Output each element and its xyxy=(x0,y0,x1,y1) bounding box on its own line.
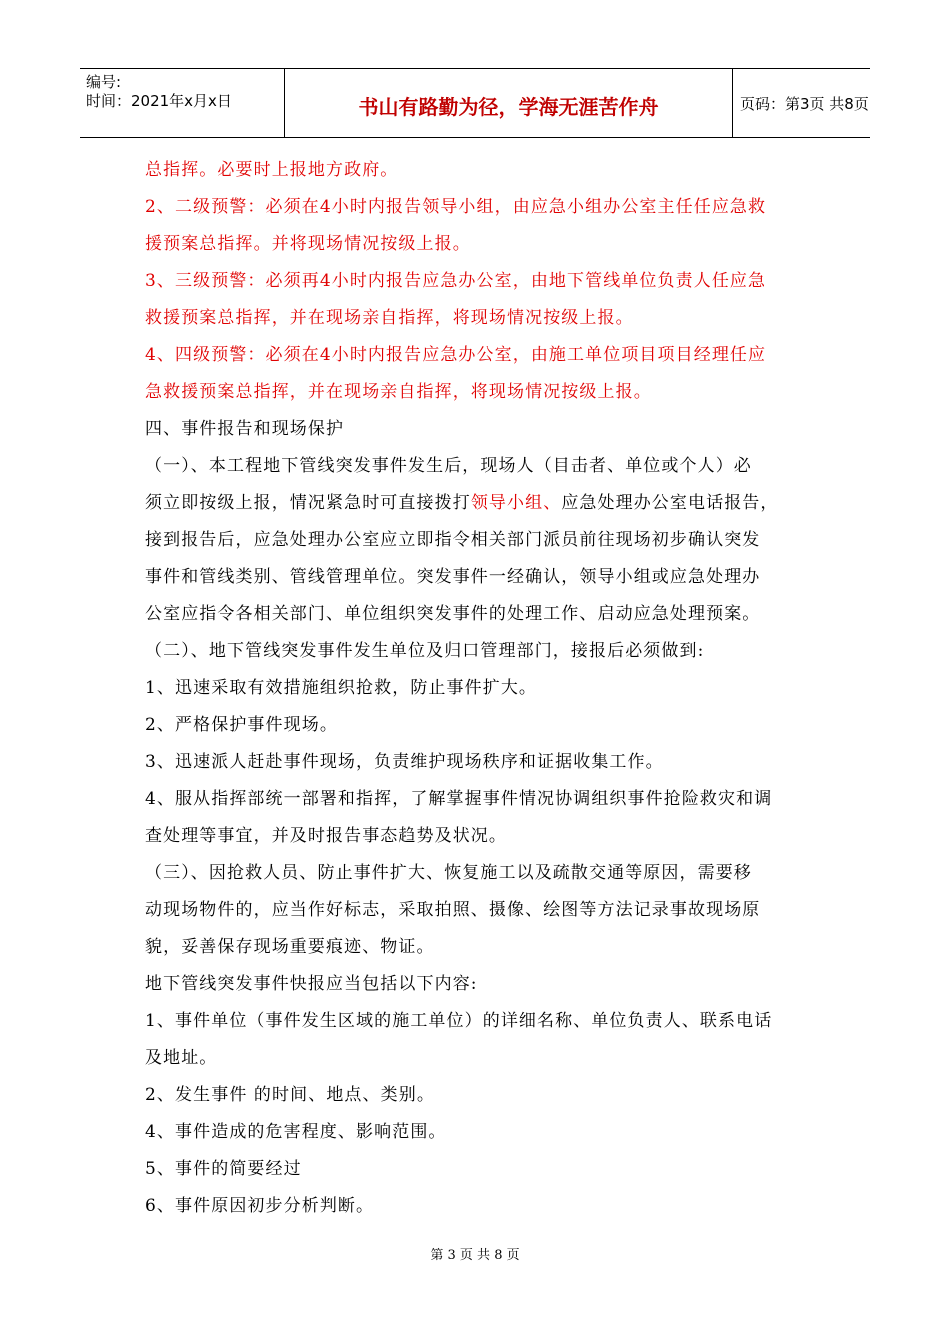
text-line: 3、三级预警：必须再4小时内报告应急办公室，由地下管线单位负责人任应急 xyxy=(145,271,767,291)
text-line: 公室应指令各相关部门、单位组织突发事件的处理工作、启动应急处理预案。 xyxy=(145,604,761,624)
text-segment: 应急处理办公室电话报告， xyxy=(561,493,779,513)
document-body xyxy=(145,152,820,1225)
text-line: 地下管线突发事件快报应当包括以下内容: xyxy=(145,974,478,994)
highlighted-text: 领导小组、 xyxy=(470,493,562,513)
page-footer: 第 3 页 共 8 页 xyxy=(430,1248,520,1263)
text-line: 4、四级预警：必须在4小时内报告应急办公室，由施工单位项目项目经理任应 xyxy=(145,345,767,365)
text-line: 2、发生事件 的时间、地点、类别。 xyxy=(145,1085,435,1105)
text-line: 查处理等事宜，并及时报告事态趋势及状况。 xyxy=(145,826,507,846)
text-line: 1、迅速采取有效措施组织抢救，防止事件扩大。 xyxy=(145,678,538,698)
text-line: 4、服从指挥部统一部署和指挥，了解掌握事件情况协调组织事件抢险救灾和调 xyxy=(145,789,773,809)
text-line: 动现场物件的，应当作好标志，采取拍照、摄像、绘图等方法记录事故现场原 xyxy=(145,900,761,920)
text-line: 事件和管线类别、管线管理单位。突发事件一经确认，领导小组或应急处理办 xyxy=(145,567,761,587)
text-line: 2、二级预警：必须在4小时内报告领导小组，由应急小组办公室主任任应急救 xyxy=(145,197,767,217)
document-code-label: 编号: xyxy=(86,73,122,91)
text-line: 貌，妥善保存现场重要痕迹、物证。 xyxy=(145,937,435,957)
text-line: 总指挥。必要时上报地方政府。 xyxy=(145,160,399,180)
header-left-cell xyxy=(80,69,284,137)
text-segment: 须立即按级上报，情况紧急时可直接拨打 xyxy=(145,493,471,513)
text-line: （三）、因抢救人员、防止事件扩大、恢复施工以及疏散交通等原因，需要移 xyxy=(145,863,752,883)
text-line xyxy=(145,485,820,522)
text-line: 4、事件造成的危害程度、影响范围。 xyxy=(145,1122,447,1142)
text-line: 1、事件单位（事件发生区域的施工单位）的详细名称、单位负责人、联系电话 xyxy=(145,1011,773,1031)
header-middle-cell xyxy=(284,69,733,137)
document-date-label: 时间：2021年x月x日 xyxy=(86,92,232,110)
text-line: （一）、本工程地下管线突发事件发生后，现场人（目击者、单位或个人）必 xyxy=(145,456,752,476)
section-heading: 四、事件报告和现场保护 xyxy=(145,419,345,439)
header-right-cell xyxy=(732,69,870,137)
text-line: 急救援预案总指挥，并在现场亲自指挥，将现场情况按级上报。 xyxy=(145,382,652,402)
text-line: 救援预案总指挥，并在现场亲自指挥，将现场情况按级上报。 xyxy=(145,308,634,328)
text-line: 6、事件原因初步分析判断。 xyxy=(145,1196,375,1216)
page-header xyxy=(80,68,870,138)
text-line: 5、事件的简要经过 xyxy=(145,1159,302,1179)
header-page-number: 页码：第3页 共8页 xyxy=(740,95,869,113)
header-motto: 书山有路勤为径，学海无涯苦作舟 xyxy=(358,95,659,119)
text-line: 3、迅速派人赶赴事件现场，负责维护现场秩序和证据收集工作。 xyxy=(145,752,664,772)
text-line: 接到报告后，应急处理办公室应立即指令相关部门派员前往现场初步确认突发 xyxy=(145,530,761,550)
text-line: 及地址。 xyxy=(145,1048,218,1068)
text-line: 援预案总指挥。并将现场情况按级上报。 xyxy=(145,234,471,254)
text-line: （二）、地下管线突发事件发生单位及归口管理部门，接报后必须做到: xyxy=(145,641,705,661)
text-line: 2、严格保护事件现场。 xyxy=(145,715,338,735)
